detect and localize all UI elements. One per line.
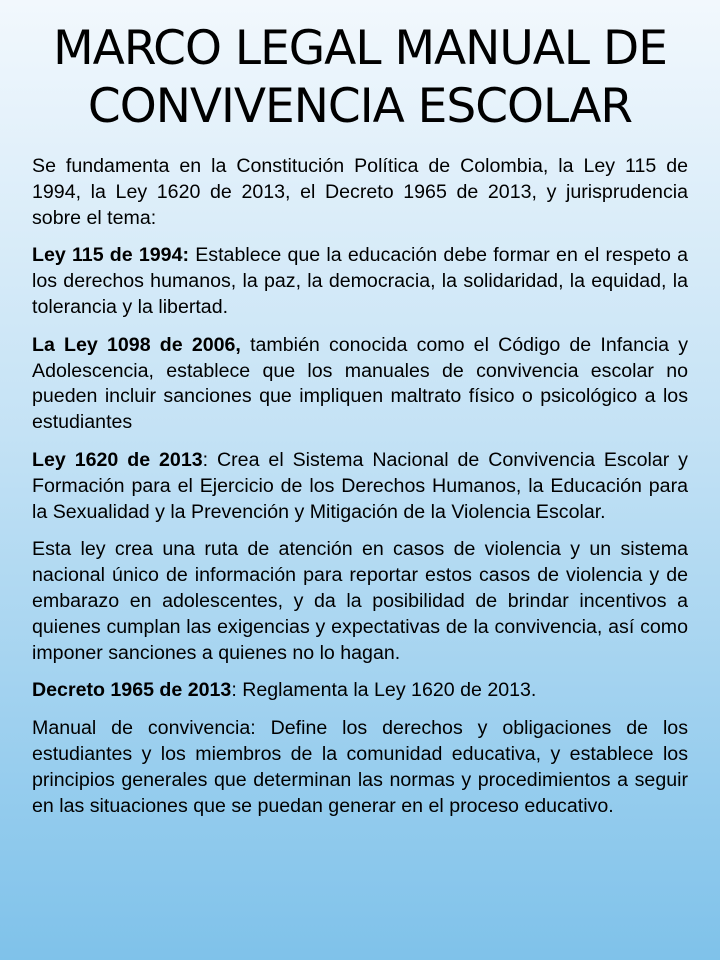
paragraph-lead: Decreto 1965 de 2013 [32, 679, 232, 702]
paragraph-ruta-atencion: Esta ley crea una ruta de atención en casos de violencia y un sistema nacional único de información para reportar estos casos de violencia y de embarazo en adolescentes, y da la posibilidad de brindar incentivos a quienes cumplan las exigencias y expectativas de la convivencia, así como imponer sanciones a quienes no lo hagan. [32, 538, 688, 664]
title-line-1: MARCO LEGAL MANUAL DE [53, 21, 667, 76]
paragraph-manual: Manual de convivencia: Define los derechos y obligaciones de los estudiantes y los miembros de la comunidad educativa, y establece los principios generales que determinan las normas y procedimientos a seguir en las situaciones que se puedan generar en el proceso educativo. [32, 717, 688, 817]
paragraph-intro: Se fundamenta en la Constitución Política de Colombia, la Ley 115 de 1994, la Ley 1620 de 2013, el Decreto 1965 de 2013, y jurisprudencia sobre el tema: [32, 155, 688, 229]
paragraph-decreto-1965: Decreto 1965 de 2013: Reglamenta la Ley 1620 de 2013. [32, 679, 537, 702]
paragraph-ley-1620: Ley 1620 de 2013: Crea el Sistema Nacional de Convivencia Escolar y Formación para el Ejercicio de los Derechos Humanos, la Educación para la Sexualidad y la Prevención y Mitigación de la Violencia Escolar. [32, 448, 688, 523]
title-line-2: CONVIVENCIA ESCOLAR [87, 79, 633, 134]
paragraph-ley-115: Ley 115 de 1994: Establece que la educación debe formar en el respeto a los derechos humanos, la paz, la democracia, la solidaridad, la equidad, la tolerancia y la libertad. [32, 244, 688, 318]
content-body [32, 154, 688, 831]
paragraph-lead: Ley 1620 de 2013 [32, 448, 203, 471]
paragraph-lead: La Ley 1098 de 2006, [32, 333, 241, 356]
page-title [0, 0, 720, 136]
paragraph-lead: Ley 115 de 1994: [32, 244, 190, 267]
paragraph-ley-1098: La Ley 1098 de 2006, también conocida como el Código de Infancia y Adolescencia, establece que los manuales de convivencia escolar no pueden incluir sanciones que impliquen maltrato físico o psicológico a los estudiantes [32, 333, 688, 434]
